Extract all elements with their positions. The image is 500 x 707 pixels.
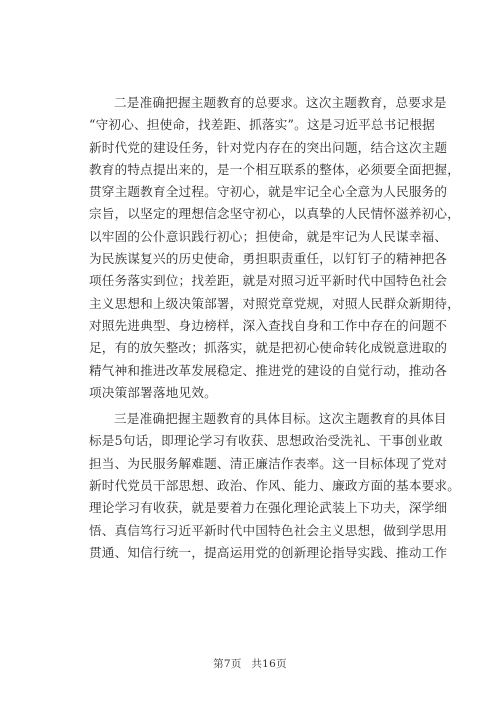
page-footer — [0, 656, 500, 671]
paragraph-line: 项决策部署落地见效。 — [89, 384, 217, 400]
page-total: 共16页 — [251, 658, 287, 670]
paragraph-line: 足，有的放矢整改；抓落实，就是把初心使命转化成锐意进取的 — [89, 340, 448, 356]
paragraph-line: 对照先进典型、身边榜样，深入查找自身和工作中存在的问题不 — [89, 317, 448, 333]
document-body — [89, 92, 461, 564]
paragraph-2 — [89, 408, 461, 564]
paragraph-line: 理论学习有收获，就是要着力在强化理论武装上下功夫，深学细 — [89, 500, 448, 516]
page-number: 第7页 — [213, 658, 242, 670]
paragraph-line: 教育的特点提出来的，是一个相互联系的整体，必须要全面把握， — [89, 161, 461, 177]
paragraph-line: 悟、真信笃行习近平新时代中国特色社会主义思想，做到学思用 — [89, 522, 448, 538]
paragraph-line: 贯通、知信行统一，提高运用党的创新理论指导实践、推动工作 — [89, 544, 448, 560]
paragraph-line: 二是准确把握主题教育的总要求。这次主题教育，总要求是 — [114, 95, 447, 110]
paragraph-1 — [89, 92, 461, 404]
paragraph-line: 新时代党员干部思想、政治、作风、能力、廉政方面的基本要求。 — [89, 478, 461, 494]
paragraph-line: 标是5句话，即理论学习有收获、思想政治受洗礼、干事创业敢 — [89, 433, 443, 449]
paragraph-line: 以牢固的公仆意识践行初心；担使命，就是牢记为人民谋幸福、 — [89, 228, 448, 244]
paragraph-line: 项任务落实到位；找差距，就是对照习近平新时代中国特色社会 — [89, 273, 448, 289]
paragraph-line: “守初心、担使命，找差距、抓落实”。这是习近平总书记根据 — [89, 117, 435, 133]
paragraph-line: 三是准确把握主题教育的具体目标。这次主题教育的具体目 — [114, 411, 447, 427]
paragraph-line: 主义思想和上级决策部署，对照党章党规，对照人民群众新期待， — [89, 295, 461, 311]
paragraph-line: 贯穿主题教育全过程。守初心，就是牢记全心全意为人民服务的 — [89, 184, 448, 200]
paragraph-line: 精气神和推进改革发展稳定、推进党的建设的自觉行动，推动各 — [89, 362, 448, 378]
paragraph-line: 宗旨，以坚定的理想信念坚守初心，以真挚的人民情怀滋养初心， — [89, 206, 461, 222]
paragraph-line: 为民族谋复兴的历史使命，勇担职责重任，以钉钉子的精神把各 — [89, 251, 448, 267]
paragraph-line: 担当、为民服务解难题、清正廉洁作表率。这一目标体现了党对 — [89, 455, 448, 471]
paragraph-line: 新时代党的建设任务，针对党内存在的突出问题，结合这次主题 — [89, 139, 448, 155]
